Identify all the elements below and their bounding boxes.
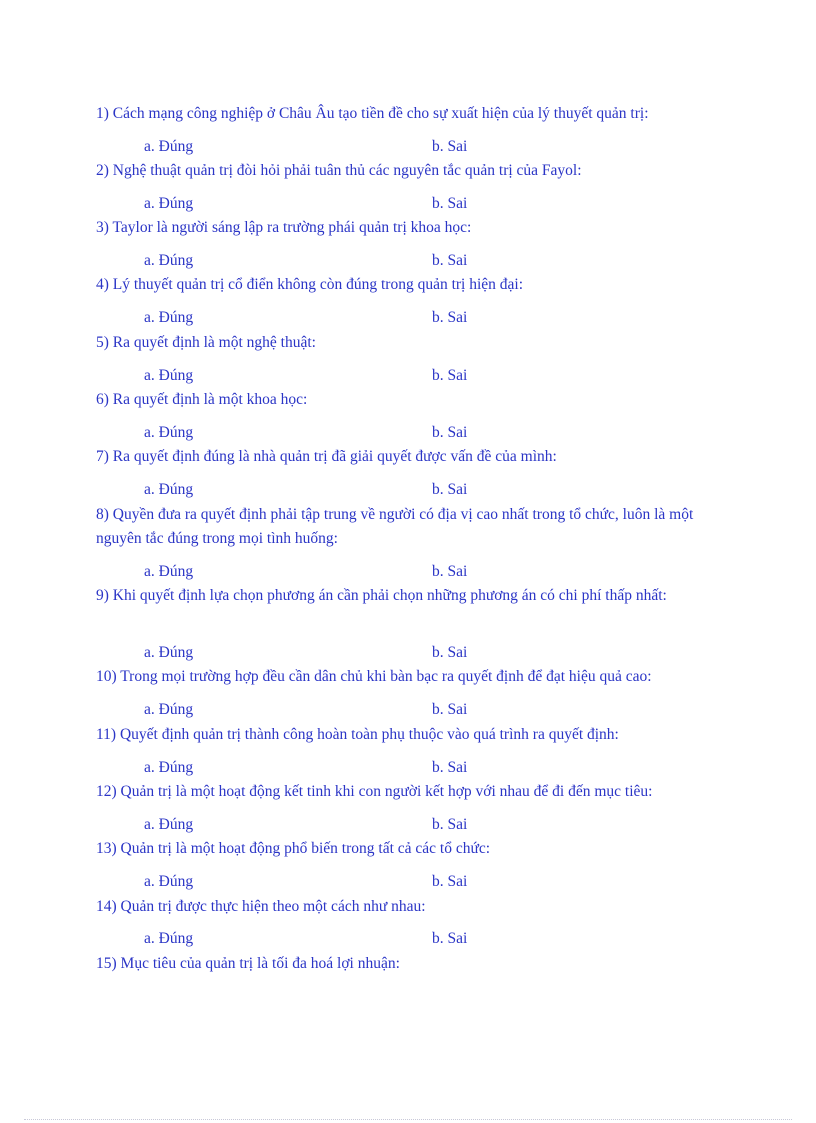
option-a-8: a. Đúng bbox=[144, 563, 194, 580]
option-b-9: b. Sai bbox=[432, 644, 468, 661]
page-bottom-divider bbox=[24, 1119, 792, 1120]
option-b-7: b. Sai bbox=[432, 481, 468, 498]
option-b-11: b. Sai bbox=[432, 759, 468, 776]
option-b-12: b. Sai bbox=[432, 816, 468, 833]
option-a-13: a. Đúng bbox=[144, 873, 194, 890]
option-b-8: b. Sai bbox=[432, 563, 468, 580]
option-b-10: b. Sai bbox=[432, 701, 468, 718]
option-b-1: b. Sai bbox=[432, 138, 468, 155]
option-a-10: a. Đúng bbox=[144, 701, 194, 718]
option-b-14: b. Sai bbox=[432, 930, 468, 947]
question-5: 5) Ra quyết định là một nghệ thuật: bbox=[96, 334, 316, 351]
option-b-4: b. Sai bbox=[432, 309, 468, 326]
option-b-6: b. Sai bbox=[432, 424, 468, 441]
option-a-9: a. Đúng bbox=[144, 644, 194, 661]
option-b-3: b. Sai bbox=[432, 252, 468, 269]
question-12: 12) Quản trị là một hoạt động kết tinh khi con người kết hợp với nhau để đi đến mục tiêu: bbox=[96, 783, 653, 800]
question-4: 4) Lý thuyết quản trị cổ điển không còn đúng trong quản trị hiện đại: bbox=[96, 276, 524, 293]
option-a-11: a. Đúng bbox=[144, 759, 194, 776]
option-a-6: a. Đúng bbox=[144, 424, 194, 441]
question-13: 13) Quản trị là một hoạt động phổ biến trong tất cả các tổ chức: bbox=[96, 840, 491, 857]
question-8: 8) Quyền đưa ra quyết định phải tập trung về người có địa vị cao nhất trong tổ chức, luôn là một nguyên tắc đúng trong mọi tình huống: bbox=[96, 506, 694, 547]
option-a-12: a. Đúng bbox=[144, 816, 194, 833]
option-a-7: a. Đúng bbox=[144, 481, 194, 498]
question-6: 6) Ra quyết định là một khoa học: bbox=[96, 391, 308, 408]
option-a-1: a. Đúng bbox=[144, 138, 194, 155]
question-15: 15) Mục tiêu của quản trị là tối đa hoá lợi nhuận: bbox=[96, 955, 400, 972]
question-1: 1) Cách mạng công nghiệp ở Châu Âu tạo tiền đề cho sự xuất hiện của lý thuyết quản trị: bbox=[96, 105, 649, 122]
question-11: 11) Quyết định quản trị thành công hoàn toàn phụ thuộc vào quá trình ra quyết định: bbox=[96, 726, 619, 743]
option-b-2: b. Sai bbox=[432, 195, 468, 212]
option-a-2: a. Đúng bbox=[144, 195, 194, 212]
option-a-14: a. Đúng bbox=[144, 930, 194, 947]
question-7: 7) Ra quyết định đúng là nhà quản trị đã giải quyết được vấn đề của mình: bbox=[96, 448, 557, 465]
question-10: 10) Trong mọi trường hợp đều cần dân chủ khi bàn bạc ra quyết định để đạt hiệu quả cao: bbox=[96, 668, 652, 685]
question-2: 2) Nghệ thuật quản trị đòi hỏi phải tuân thủ các nguyên tắc quản trị của Fayol: bbox=[96, 162, 582, 179]
question-3: 3) Taylor là người sáng lập ra trường phái quản trị khoa học: bbox=[96, 219, 472, 236]
question-14: 14) Quản trị được thực hiện theo một cách như nhau: bbox=[96, 898, 426, 915]
question-9: 9) Khi quyết định lựa chọn phương án cần phải chọn những phương án có chi phí thấp nhất: bbox=[96, 587, 667, 604]
option-a-5: a. Đúng bbox=[144, 367, 194, 384]
option-a-3: a. Đúng bbox=[144, 252, 194, 269]
option-b-5: b. Sai bbox=[432, 367, 468, 384]
option-a-4: a. Đúng bbox=[144, 309, 194, 326]
option-b-13: b. Sai bbox=[432, 873, 468, 890]
